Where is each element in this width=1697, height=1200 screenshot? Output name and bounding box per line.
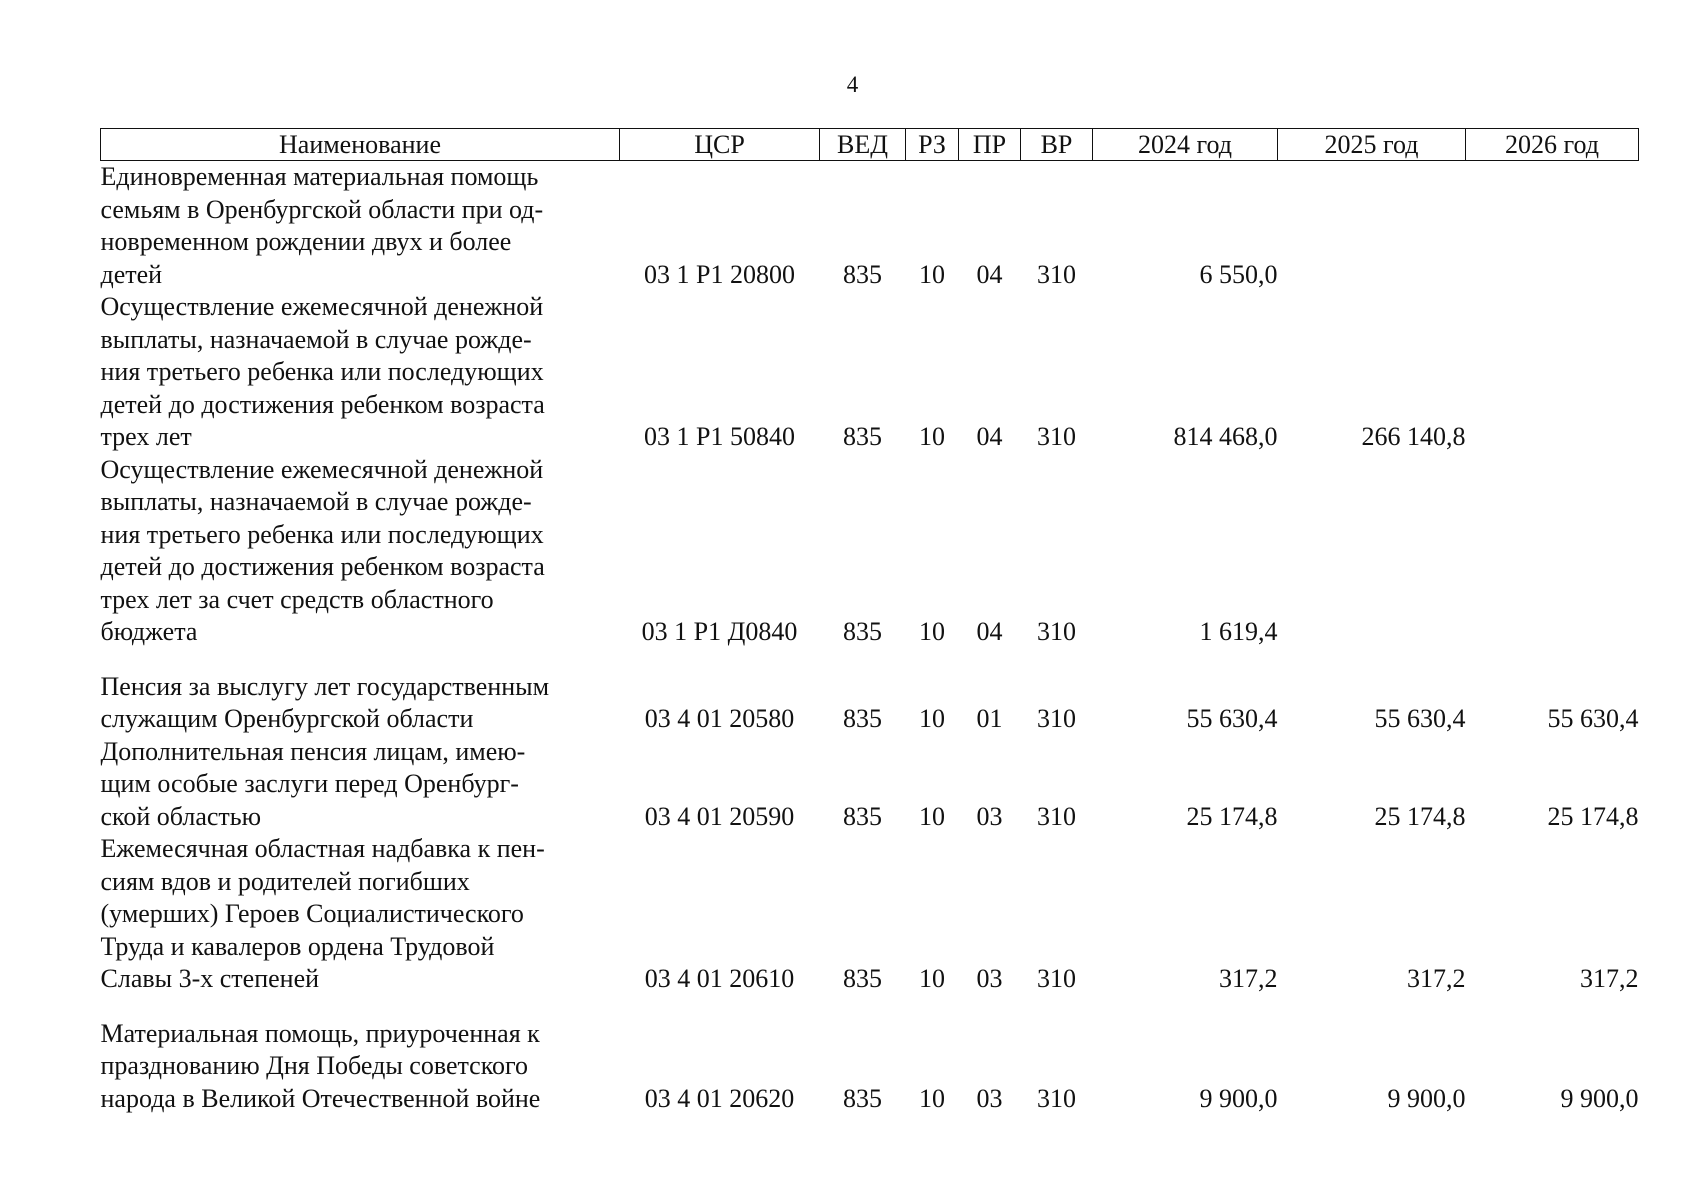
row-name-line: сиям вдов и родителей погибших: [100, 866, 470, 896]
row-name-cell: [101, 833, 620, 996]
row-pr: 04: [976, 617, 1003, 646]
row-2024: 25 174,8: [1186, 801, 1278, 831]
row-rz: 10: [919, 964, 945, 993]
row-vr: 310: [1037, 617, 1076, 646]
row-name-line: Славы 3-х степеней: [100, 964, 320, 993]
row-2026: [1466, 291, 1639, 454]
row-ved: 835: [843, 1083, 882, 1113]
header-rz: РЗ: [906, 129, 959, 161]
row-csr: 03 1 Р1 Д0840: [641, 617, 798, 646]
header-vr: ВР: [1021, 129, 1093, 161]
row-2024: 1 619,4: [1199, 617, 1278, 646]
row-name-line: трех лет: [100, 422, 192, 451]
row-name-line: (умерших) Героев Социалистического: [100, 899, 524, 928]
row-ved: 835: [843, 801, 882, 831]
row-name-line: Ежемесячная областная надбавка к пен-: [100, 834, 545, 863]
row-pr: 03: [976, 801, 1003, 831]
header-2024: 2024 год: [1093, 129, 1278, 161]
row-2026: 317,2: [1580, 964, 1639, 993]
row-ved: 835: [843, 259, 882, 289]
row-2024: 317,2: [1219, 964, 1278, 993]
row-vr: 310: [1037, 964, 1076, 993]
row-2024: 814 468,0: [1173, 422, 1278, 451]
row-pr: 04: [976, 259, 1003, 289]
row-name-cell: [101, 291, 620, 454]
row-rz: 10: [919, 422, 945, 451]
row-name-line: Единовременная материальная помощь: [100, 162, 539, 191]
table-row: [101, 996, 1639, 1116]
row-2024: 9 900,0: [1199, 1083, 1278, 1113]
row-csr: 03 4 01 20590: [644, 801, 795, 831]
row-csr: 03 1 Р1 50840: [644, 422, 795, 451]
row-2024: 55 630,4: [1186, 704, 1278, 733]
row-2025: [1278, 454, 1466, 649]
row-name-line: Осуществление ежемесячной денежной: [100, 292, 544, 321]
budget-table: [100, 128, 1639, 1115]
row-2025: 55 630,4: [1374, 704, 1466, 733]
header-row: [101, 129, 1639, 161]
table-row: [101, 161, 1639, 292]
row-csr: 03 1 Р1 20800: [644, 259, 795, 289]
row-2025: 317,2: [1407, 964, 1466, 993]
row-name-cell: [101, 736, 620, 834]
row-rz: 10: [919, 801, 945, 831]
row-2025: [1278, 161, 1466, 292]
row-2026: [1466, 161, 1639, 292]
row-name-line: детей до достижения ребенком возраста: [100, 389, 545, 419]
row-csr: 03 4 01 20610: [644, 964, 795, 993]
row-2025: 266 140,8: [1361, 422, 1466, 451]
header-2025: 2025 год: [1278, 129, 1466, 161]
row-name-line: семьям в Оренбургской области при од-: [100, 194, 544, 224]
row-rz: 10: [919, 1083, 945, 1113]
row-name-line: ской областью: [100, 801, 262, 831]
row-csr: 03 4 01 20580: [644, 704, 795, 733]
header-pr: ПР: [959, 129, 1021, 161]
header-ved: ВЕД: [820, 129, 906, 161]
table-row: [101, 833, 1639, 996]
row-name-line: служащим Оренбургской области: [100, 704, 474, 733]
row-name-line: детей до достижения ребенком возраста: [100, 552, 545, 581]
row-name-line: детей: [100, 259, 163, 289]
page-number: 4: [846, 72, 859, 97]
row-name-line: Пенсия за выслугу лет государственным: [100, 671, 550, 701]
row-ved: 835: [843, 422, 882, 451]
row-vr: 310: [1037, 801, 1076, 831]
header-name: Наименование: [101, 129, 620, 161]
table-row: [101, 649, 1639, 736]
row-vr: 310: [1037, 259, 1076, 289]
row-pr: 03: [976, 1083, 1003, 1113]
row-rz: 10: [919, 704, 945, 733]
row-vr: 310: [1037, 1083, 1076, 1113]
table-row: [101, 291, 1639, 454]
row-name-line: народа в Великой Отечественной войне: [100, 1083, 541, 1113]
row-2025: 9 900,0: [1387, 1083, 1466, 1113]
row-vr: 310: [1037, 704, 1076, 733]
row-pr: 01: [976, 704, 1003, 733]
row-ved: 835: [843, 704, 882, 733]
row-name-line: выплаты, назначаемой в случае рожде-: [100, 324, 532, 354]
header-2026: 2026 год: [1466, 129, 1639, 161]
row-rz: 10: [919, 259, 945, 289]
row-name-line: Осуществление ежемесячной денежной: [100, 454, 544, 484]
row-pr: 04: [976, 422, 1003, 451]
table-row: [101, 736, 1639, 834]
row-name-line: выплаты, назначаемой в случае рожде-: [100, 487, 532, 516]
row-name-cell: [101, 161, 620, 292]
row-ved: 835: [843, 617, 882, 646]
row-ved: 835: [843, 964, 882, 993]
row-pr: 03: [976, 964, 1003, 993]
row-2024: 6 550,0: [1199, 259, 1278, 289]
row-name-line: ния третьего ребенка или последующих: [100, 357, 544, 386]
row-name-line: трех лет за счет средств областного: [100, 584, 494, 614]
row-name-cell: [101, 454, 620, 649]
row-name-line: ния третьего ребенка или последующих: [100, 519, 544, 549]
row-name-line: щим особые заслуги перед Оренбург-: [100, 769, 519, 798]
row-2026: 25 174,8: [1547, 801, 1639, 831]
row-name-cell: [101, 649, 620, 736]
row-vr: 310: [1037, 422, 1076, 451]
row-2026: 55 630,4: [1547, 704, 1639, 733]
row-name-cell: [101, 996, 620, 1116]
row-name-line: бюджета: [100, 617, 198, 646]
header-csr: ЦСР: [620, 129, 820, 161]
row-rz: 10: [919, 617, 945, 646]
row-2026: [1466, 454, 1639, 649]
row-csr: 03 4 01 20620: [644, 1083, 795, 1113]
row-name-line: Труда и кавалеров ордена Трудовой: [100, 931, 495, 961]
row-2026: 9 900,0: [1560, 1083, 1639, 1113]
table-row: [101, 454, 1639, 649]
row-name-line: Дополнительная пенсия лицам, имею-: [100, 736, 526, 766]
row-2025: 25 174,8: [1374, 801, 1466, 831]
row-name-line: празднованию Дня Победы советского: [100, 1051, 529, 1080]
row-name-line: Материальная помощь, приуроченная к: [100, 1018, 540, 1048]
row-name-line: новременном рождении двух и более: [100, 227, 512, 256]
